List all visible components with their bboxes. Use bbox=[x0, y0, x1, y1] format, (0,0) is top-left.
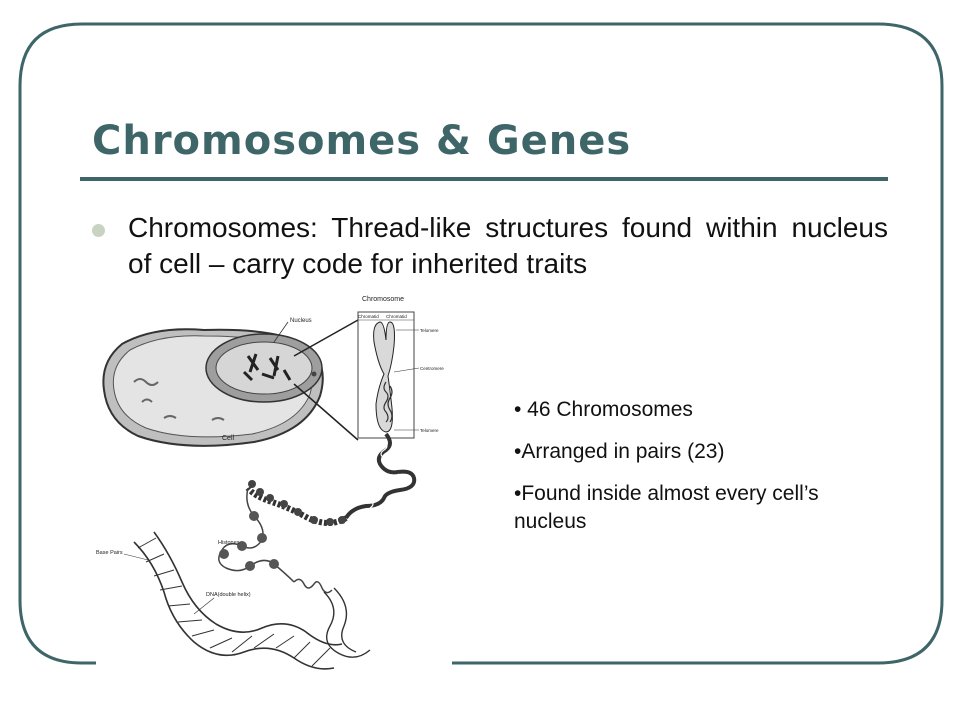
label-telomere-bottom: Telomere bbox=[420, 428, 439, 433]
info-item: •Arranged in pairs (23) bbox=[514, 440, 725, 463]
title-rule bbox=[80, 177, 888, 181]
cell-illustration bbox=[103, 329, 322, 446]
chromatin-fiber bbox=[219, 434, 414, 593]
label-centromere: Centromere bbox=[420, 366, 444, 371]
slide-title: Chromosomes & Genes bbox=[92, 118, 632, 164]
label-chromosome: Chromosome bbox=[362, 296, 405, 303]
label-dna: DNA(double helix) bbox=[206, 592, 251, 598]
main-bullet-text: Chromosomes: Thread-like structures found within nucleus of cell – carry code for inherited traits bbox=[128, 212, 888, 279]
info-item: •Found inside almost every cell’s nucleus bbox=[514, 482, 819, 533]
bullet-dot-icon bbox=[92, 224, 105, 237]
label-chromatid-right: Chromatid bbox=[386, 314, 407, 319]
label-nucleus: Nucleus bbox=[290, 318, 312, 324]
label-chromatid-left: Chromatid bbox=[358, 314, 379, 319]
label-histones: Histones bbox=[218, 540, 240, 546]
info-item: • 46 Chromosomes bbox=[514, 398, 693, 421]
label-cell: Cell bbox=[222, 435, 235, 442]
chromosome-diagram bbox=[94, 292, 464, 692]
chromosome-closeup bbox=[358, 312, 414, 438]
dna-helix bbox=[134, 532, 370, 669]
label-base-pairs: Base Pairs bbox=[96, 550, 123, 556]
label-telomere-top: Telomere bbox=[420, 328, 439, 333]
info-list bbox=[514, 396, 854, 550]
